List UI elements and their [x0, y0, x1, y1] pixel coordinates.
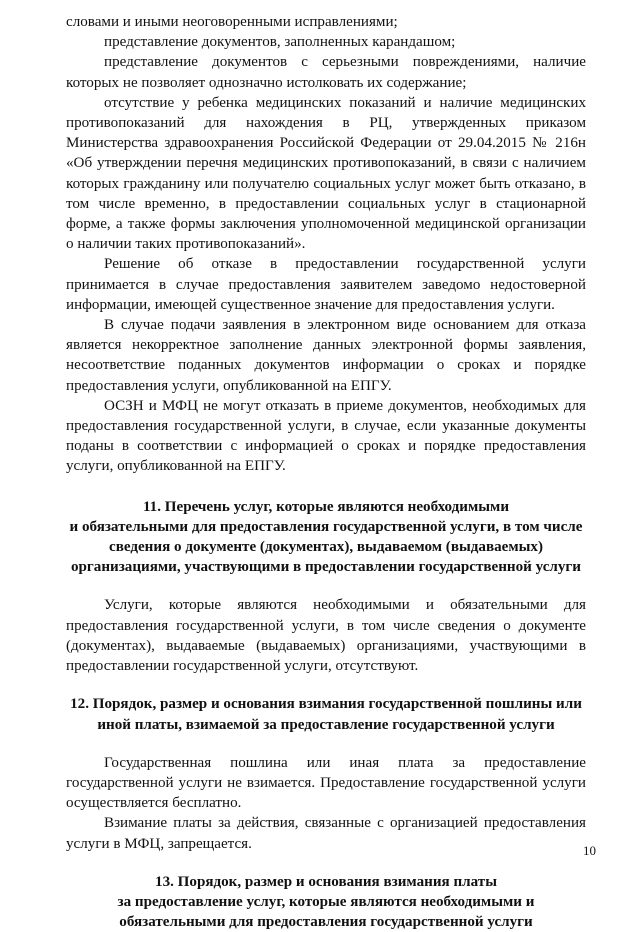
paragraph: Услуги, которые являются необходимыми и обязательными для предоставления государственной услуги, в том числе сведения о документе (документах), выдаваемые (выдаваемых) организациями, участвующими в предоставлении государственной услуги, отсутствуют.	[66, 597, 586, 675]
intro-paragraphs	[66, 12, 586, 477]
section-11-heading	[66, 497, 586, 578]
heading-line: иной платы, взимаемой за предоставление государственной услуги	[97, 716, 555, 733]
paragraph: ОСЗН и МФЦ не могут отказать в приеме документов, необходимых для предоставления государственной услуги, в случае, если указанные документы поданы в соответствии с информацией о сроках и порядке предоставления услуги, опубликованной на ЕПГУ.	[66, 397, 586, 475]
page-content	[66, 12, 586, 932]
page-number: 10	[583, 843, 596, 858]
heading-line: и обязательными для предоставления государственной услуги, в том числе	[69, 518, 583, 535]
paragraph: Государственная пошлина или иная плата за предоставление государственной услуги не взимается. Предоставление государственной услуги осуществляется бесплатно.	[66, 754, 586, 812]
section-11-body	[66, 595, 586, 676]
paragraph: Решение об отказе в предоставлении государственной услуги принимается в случае предоставления заявителем заведомо недостоверной информации, имеющей существенное значение для предоставления услуги.	[66, 256, 586, 313]
paragraph: представление документов, заполненных карандашом;	[104, 34, 456, 51]
heading-line: обязательными для предоставления государственной услуги	[119, 914, 533, 931]
section-12-body	[66, 753, 586, 854]
paragraph: словами и иными неоговоренными исправлениями;	[66, 14, 398, 30]
paragraph: представление документов с серьезными повреждениями, наличие которых не позволяет однозначно истолковать их содержание;	[66, 54, 586, 91]
heading-line: 13. Порядок, размер и основания взимания платы	[155, 873, 497, 890]
heading-line: за предоставление услуг, которые являются необходимыми и	[117, 893, 535, 910]
section-12-heading	[66, 694, 586, 734]
heading-line: организациями, участвующими в предоставлении государственной услуги	[70, 559, 581, 576]
paragraph: Взимание платы за действия, связанные с организацией предоставления услуги в МФЦ, запрещается.	[66, 815, 586, 852]
paragraph: отсутствие у ребенка медицинских показаний и наличие медицинских противопоказаний для нахождения в РЦ, утвержденных приказом Министерства здравоохранения Российской Федерации от 29.04.2015 № 216н «Об утверждении перечня медицинских противопоказаний, в связи с наличием которых гражданину или получателю социальных услуг может быть отказано, в том числе временно, в предоставлении социальных услуг в стационарной форме, а также формы заключения уполномоченной медицинской организации о наличии таких противопоказаний».	[66, 94, 586, 253]
paragraph: В случае подачи заявления в электронном виде основанием для отказа является некорректное заполнение данных электронной формы заявления, несоответствие поданных документов информации о сроках и порядке предоставления услуги, опубликованной на ЕПГУ.	[66, 317, 586, 394]
heading-line: 11. Перечень услуг, которые являются необходимыми	[142, 498, 510, 515]
heading-line: 12. Порядок, размер и основания взимания государственной пошлины или	[70, 696, 582, 713]
section-13-heading	[66, 872, 586, 932]
heading-line: сведения о документе (документах), выдаваемом (выдаваемых)	[109, 539, 543, 556]
